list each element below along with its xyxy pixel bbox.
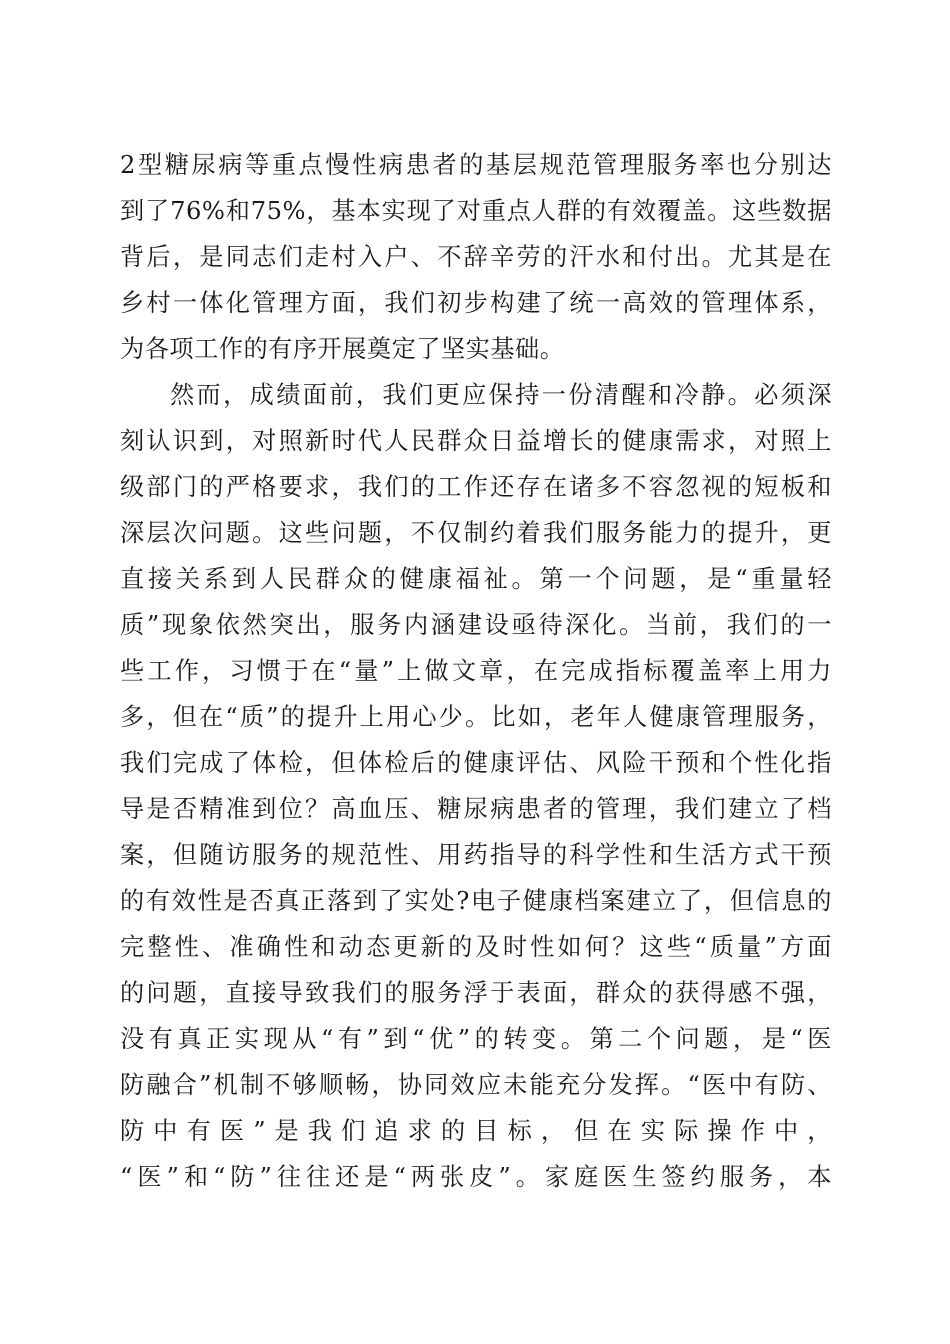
text-line: 深层次问题。这些问题，不仅制约着我们服务能力的提升，更 bbox=[120, 519, 832, 547]
text-line: 的问题，直接导致我们的服务浮于表面，群众的获得感不强， bbox=[120, 979, 832, 1007]
text-line: 到了76%和75%，基本实现了对重点人群的有效覆盖。这些数据 bbox=[120, 197, 832, 225]
paragraph-1 bbox=[120, 142, 832, 372]
text-line: 的有效性是否真正落到了实处?电子健康档案建立了，但信息的 bbox=[120, 887, 832, 915]
paragraph-2 bbox=[120, 372, 832, 1200]
text-line: 没有真正实现从“有”到“优”的转变。第二个问题，是“医 bbox=[120, 1025, 832, 1053]
text-line: 完整性、准确性和动态更新的及时性如何？这些“质量”方面 bbox=[120, 933, 832, 961]
text-line: 防融合”机制不够顺畅，协同效应未能充分发挥。“医中有防、 bbox=[120, 1071, 832, 1099]
text-line: 级部门的严格要求，我们的工作还存在诸多不容忽视的短板和 bbox=[120, 473, 832, 501]
body-text bbox=[120, 142, 832, 1200]
text-line: 背后，是同志们走村入户、不辞辛劳的汗水和付出。尤其是在 bbox=[120, 243, 832, 271]
text-line: 为各项工作的有序开展奠定了坚实基础。 bbox=[120, 335, 565, 363]
text-line: “医”和“防”往往还是“两张皮”。家庭医生签约服务，本 bbox=[120, 1163, 832, 1191]
text-line: 案，但随访服务的规范性、用药指导的科学性和生活方式干预 bbox=[120, 841, 832, 869]
text-line: 导是否精准到位？高血压、糖尿病患者的管理，我们建立了档 bbox=[120, 795, 832, 823]
text-line: 2型糖尿病等重点慢性病患者的基层规范管理服务率也分别达 bbox=[120, 151, 832, 179]
text-line: 防 中 有 医 ” 是 我 们 追 求 的 目 标 ， 但 在 实 际 操 作 中 ， bbox=[120, 1117, 832, 1145]
text-line: 我们完成了体检，但体检后的健康评估、风险干预和个性化指 bbox=[120, 749, 832, 777]
text-line: 多，但在“质”的提升上用心少。比如，老年人健康管理服务， bbox=[120, 703, 832, 731]
text-line: 刻认识到，对照新时代人民群众日益增长的健康需求，对照上 bbox=[120, 427, 832, 455]
text-line: 乡村一体化管理方面，我们初步构建了统一高效的管理体系， bbox=[120, 289, 832, 317]
text-line: 直接关系到人民群众的健康福祉。第一个问题，是“重量轻 bbox=[120, 565, 832, 593]
text-line: 然而，成绩面前，我们更应保持一份清醒和冷静。必须深 bbox=[170, 381, 832, 409]
text-line: 些工作，习惯于在“量”上做文章，在完成指标覆盖率上用力 bbox=[120, 657, 832, 685]
text-line: 质”现象依然突出，服务内涵建设亟待深化。当前，我们的一 bbox=[120, 611, 832, 639]
